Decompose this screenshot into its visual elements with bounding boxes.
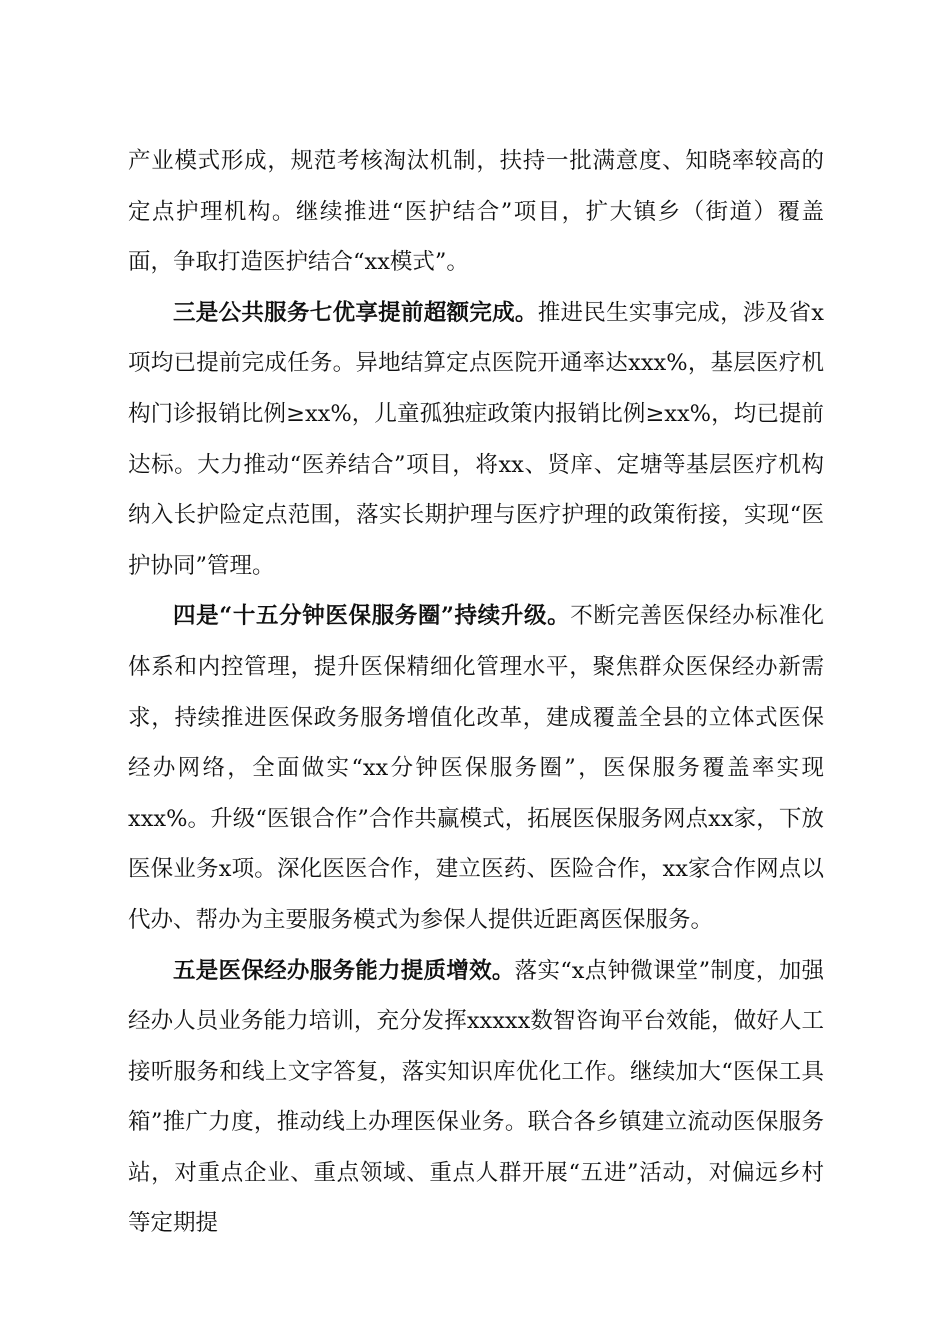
- paragraph-service-capacity: [128, 946, 824, 1250]
- paragraph-body: 推进民生实事完成，涉及省x项均已提前完成任务。异地结算定点医院开通率达xxx%，基层医疗机构门诊报销比例≥xx%，儿童孤独症政策内报销比例≥xx%，均已提前达标。大力推动“医养结合”项目，将xx、贤庠、定塘等基层医疗机构纳入长护险定点范围，落实长期护理与医疗护理的政策衔接，实现“医护协同”管理。: [128, 299, 824, 579]
- paragraph-heading: 四是“十五分钟医保服务圈”持续升级。: [173, 603, 571, 630]
- paragraph-heading: 三是公共服务七优享提前超额完成。: [173, 299, 538, 326]
- paragraph-continuation: [128, 136, 824, 288]
- paragraph-body: 产业模式形成，规范考核淘汰机制，扶持一批满意度、知晓率较高的定点护理机构。继续推进“医护结合”项目，扩大镇乡（街道）覆盖面，争取打造医护结合“xx模式”。: [128, 148, 824, 276]
- paragraph-heading: 五是医保经办服务能力提质增效。: [173, 957, 515, 984]
- paragraph-service-circle: [128, 591, 824, 945]
- paragraph-body: 不断完善医保经办标准化体系和内控管理，提升医保精细化管理水平，聚焦群众医保经办新需求，持续推进医保政务服务增值化改革，建成覆盖全县的立体式医保经办网络，全面做实“xx分钟医保服务圈”，医保服务覆盖率实现xxx%。升级“医银合作”合作共赢模式，拓展医保服务网点xx家，下放医保业务x项。深化医医合作，建立医药、医险合作，xx家合作网点以代办、帮办为主要服务模式为参保人提供近距离医保服务。: [128, 603, 824, 933]
- document-body: [128, 136, 824, 1249]
- paragraph-public-services: [128, 288, 824, 592]
- paragraph-body: 落实“x点钟微课堂”制度，加强经办人员业务能力培训，充分发挥xxxxx数智咨询平台效能，做好人工接听服务和线上文字答复，落实知识库优化工作。继续加大“医保工具箱”推广力度，推动线上办理医保业务。联合各乡镇建立流动医保服务站，对重点企业、重点领域、重点人群开展“五进”活动，对偏远乡村等定期提: [128, 957, 824, 1237]
